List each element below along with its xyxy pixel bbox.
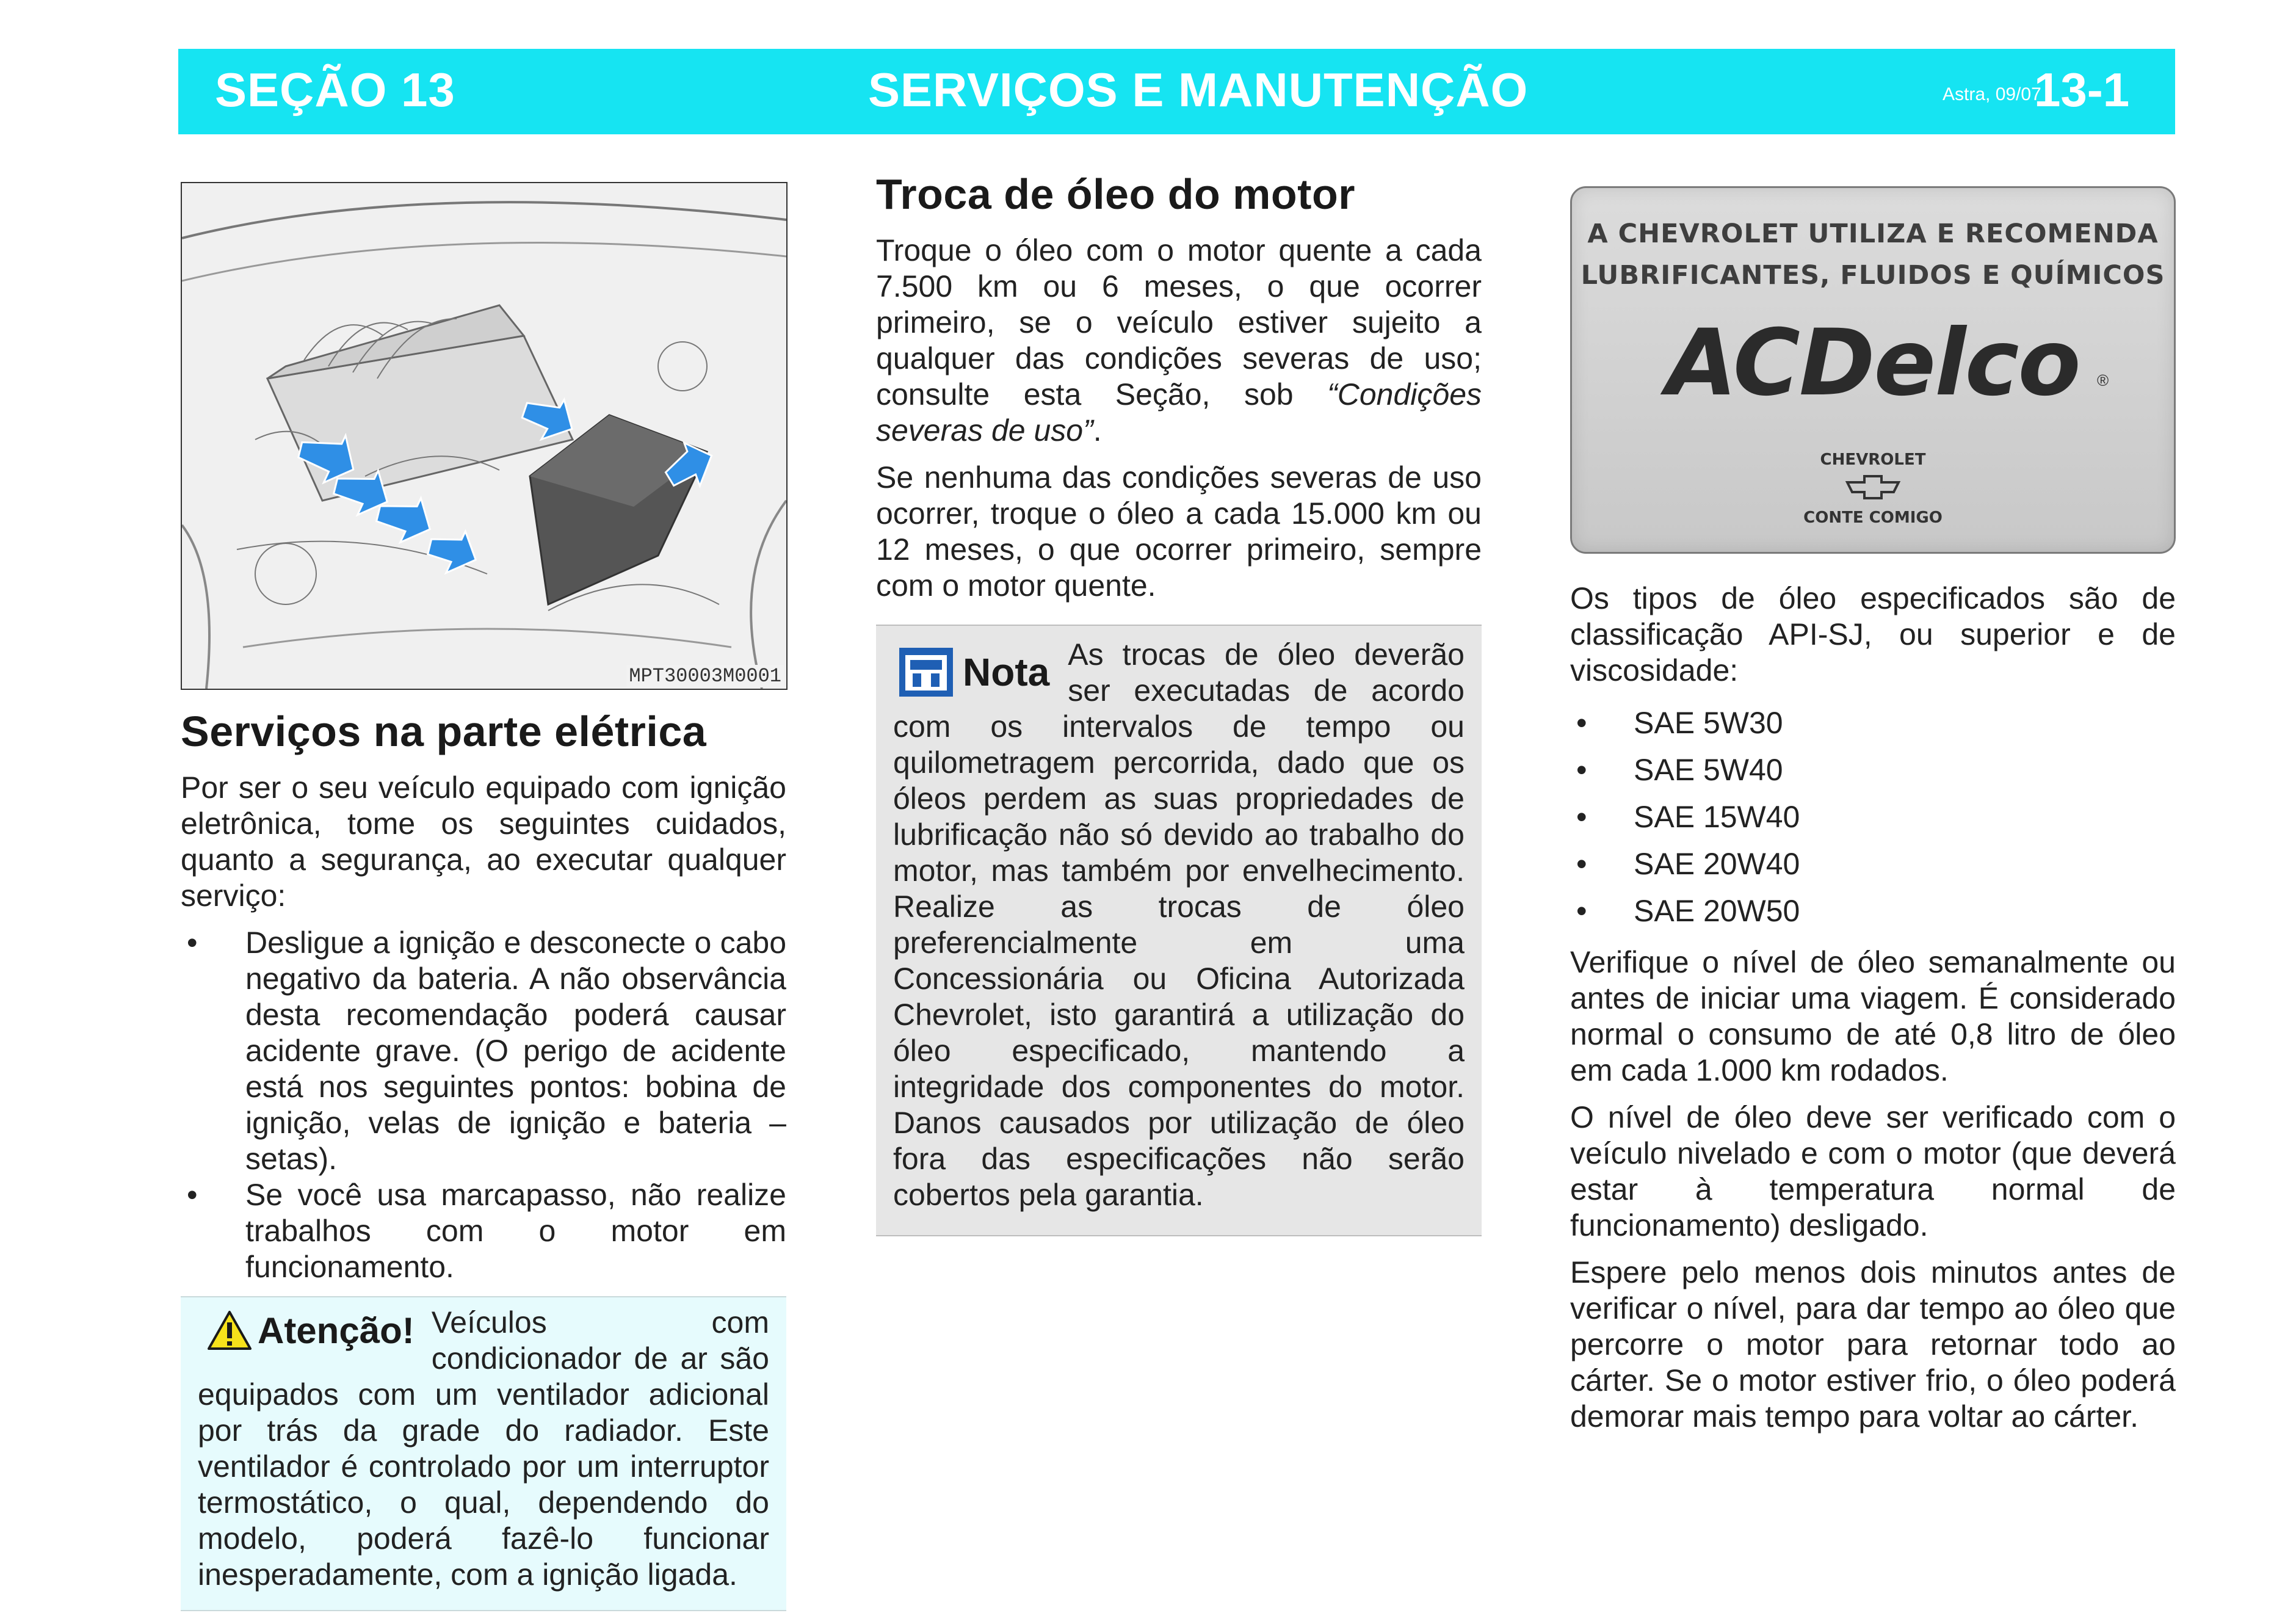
note-text: As trocas de óleo deverão ser executadas de acordo com os intervalos de tempo ou quilometragem percorrida, dado que os óleos perdem as suas propriedades de lubrificação não só devido ao trabalho do motor, mas também por envelhecimento. Realize as trocas de óleo preferencialmente em uma Concessionária ou Oficina Autorizada Chevrolet, isto garantirá a utilização do óleo especificado, mantendo a integridade dos componentes do motor. Danos causados por utilização de óleo fora das especificações não serão cobertos pela garantia. [893, 637, 1465, 1212]
oil-change-paragraph-2: Se nenhuma das condições severas de uso ocorrer, troque o óleo a cada 15.000 km ou 12 meses, o que ocorrer primeiro, sempre com o motor quente. [876, 460, 1482, 603]
note-box [876, 625, 1482, 1236]
attention-box [181, 1296, 786, 1611]
list-item [1570, 841, 2176, 888]
bullet-text: Desligue a ignição e desconecte o cabo negativo da bateria. A não observância desta recomendação poderá causar acidente grave. (O perigo de acidente está nos seguintes pontos: bobina de ignição, velas de ignição e bateria – setas). [245, 925, 786, 1176]
bullet-marker: • [187, 1177, 198, 1212]
electrical-heading: Serviços na parte elétrica [181, 708, 707, 755]
oil-level-paragraph: O nível de óleo deve ser verificado com o veículo nivelado e com o motor (que deverá estar à temperatura normal de funcionamento) desligado. [1570, 1100, 2176, 1242]
section-title: SERVIÇOS E MANUTENÇÃO [868, 63, 1529, 117]
oil-spec-intro: Os tipos de óleo especificados são de classificação API-SJ, ou superior e de viscosidade: [1570, 581, 2176, 687]
oil-wait-paragraph: Espere pelo menos dois minutos antes de verificar o nível, para dar tempo ao óleo que percorre o motor para retornar todo ao cárter. Se o motor estiver frio, o óleo poderá demorar mais tempo para voltar ao cárter. [1570, 1255, 2176, 1434]
list-item [181, 1177, 786, 1285]
oil-change-paragraph-1 [876, 233, 1482, 449]
electrical-intro: Por ser o seu veículo equipado com ignição eletrônica, tome os seguintes cuidados, quanto a segurança, ao executar qualquer serviço: [181, 770, 786, 913]
attention-text: Veículos com condicionador de ar são equipados com um ventilador adicional por trás da grade do radiador. Este ventilador é controlado por um interruptor termostático, o qual, dependendo do modelo, poderá fazê-lo funcionar inesperadamente, com a ignição ligada. [198, 1305, 769, 1592]
attention-title: Atenção! [258, 1310, 415, 1351]
section-header [178, 49, 2175, 134]
list-item [1570, 888, 2176, 935]
acdelco-line-1: A CHEVROLET UTILIZA E RECOMENDA [1587, 219, 2159, 249]
acdelco-line-2: LUBRIFICANTES, FLUIDOS E QUÍMICOS [1581, 260, 2165, 291]
bullet-text: Se você usa marcapasso, não realize trabalhos com o motor em funcionamento. [245, 1177, 786, 1284]
oil-change-p1-text: Troque o óleo com o motor quente a cada 7.500 km ou 6 meses, o que ocorrer primeiro, se o veículo estiver sujeito a qualquer das condições severas de uso; consulte esta Seção, sob [876, 233, 1482, 411]
column-middle [876, 170, 1482, 1236]
warning-triangle-icon [208, 1310, 252, 1350]
list-item [1570, 747, 2176, 794]
attention-header [208, 1310, 415, 1352]
figure-code: MPT30003M0001 [626, 665, 784, 687]
chevrolet-bowtie-icon [1844, 474, 1902, 501]
electrical-bullet-list [181, 925, 786, 1285]
severe-conditions-reference: “Condições severas de uso” [876, 377, 1482, 448]
list-item [181, 925, 786, 1177]
edition-label: Astra, 09/07 [1943, 84, 2041, 104]
chevrolet-slogan: CONTE COMIGO [1803, 509, 1943, 527]
bullet-marker: • [1576, 800, 1587, 834]
oil-grade: SAE 5W30 [1634, 706, 1783, 740]
oil-grade-list [1570, 700, 2176, 935]
bullet-marker: • [1576, 847, 1587, 881]
oil-grade: SAE 5W40 [1634, 753, 1783, 787]
engine-bay-figure [181, 182, 788, 690]
bullet-marker: • [1576, 894, 1587, 928]
oil-change-heading: Troca de óleo do motor [876, 170, 1355, 218]
oil-change-p1-end: . [1093, 413, 1102, 448]
note-title: Nota [963, 650, 1050, 694]
section-number: SEÇÃO 13 [215, 63, 455, 117]
bullet-marker: • [1576, 706, 1587, 740]
oil-check-paragraph: Verifique o nível de óleo semanalmente ou antes de iniciar uma viagem. É considerado normal o consumo de até 0,8 litro de óleo em cada 1.000 km rodados. [1570, 945, 2176, 1087]
list-item [1570, 794, 2176, 841]
page-number: 13-1 [2034, 63, 2130, 117]
oil-grade: SAE 20W50 [1634, 894, 1800, 928]
column-left [181, 182, 786, 1611]
acdelco-card [1570, 186, 2176, 554]
oil-grade: SAE 15W40 [1634, 800, 1800, 834]
column-right [1570, 186, 2176, 1446]
note-header [898, 647, 1049, 698]
engine-bay-illustration [182, 183, 786, 689]
oil-grade: SAE 20W40 [1634, 847, 1800, 881]
acdelco-logo: ACDelco [1666, 310, 2080, 416]
bullet-marker: • [187, 925, 198, 960]
note-icon [898, 647, 954, 698]
registered-mark: ® [2097, 371, 2109, 390]
bullet-marker: • [1576, 753, 1587, 787]
list-item [1570, 700, 2176, 747]
chevrolet-wordmark: CHEVROLET [1820, 451, 1926, 469]
